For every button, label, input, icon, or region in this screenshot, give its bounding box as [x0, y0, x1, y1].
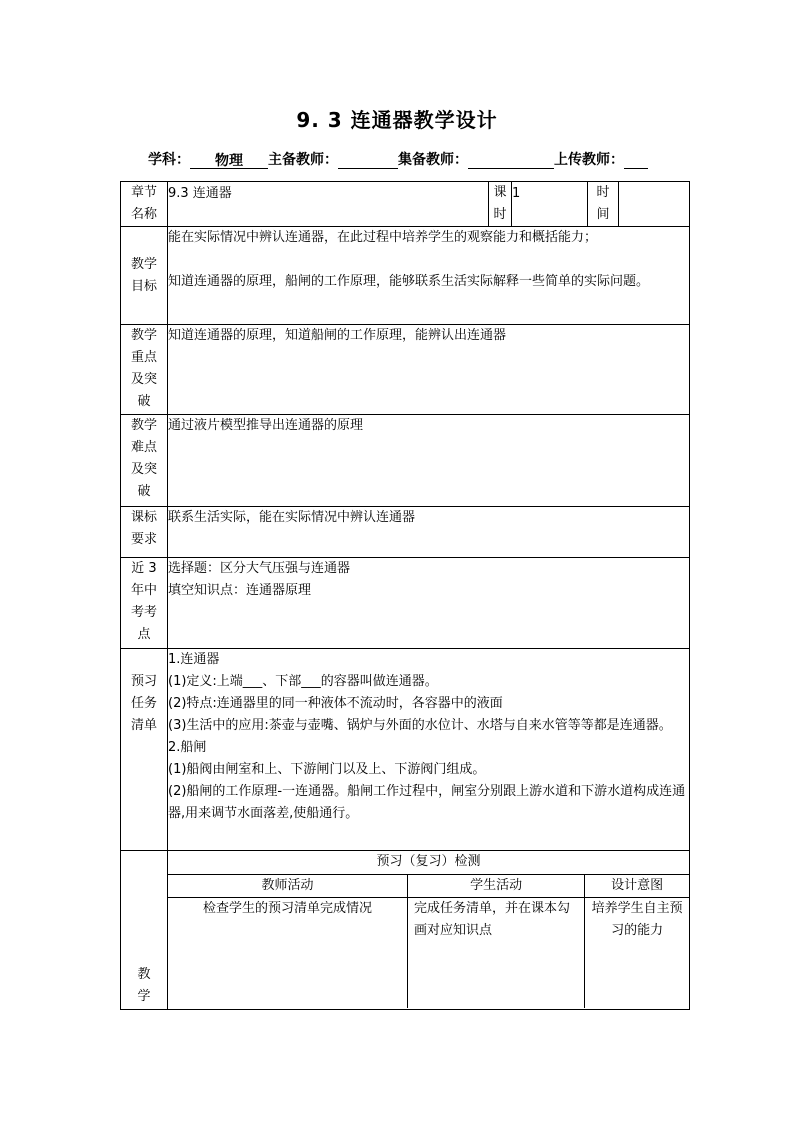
standard-label: 课标 要求 — [121, 507, 168, 558]
chapter-value: 9.3 连通器 — [168, 182, 489, 227]
group-teacher-blank — [468, 150, 554, 169]
page-title: 9. 3 连通器教学设计 — [296, 108, 498, 132]
exam-label: 近 3 年中 考考 点 — [121, 558, 168, 649]
table-row-process — [121, 851, 690, 1010]
process-section-title: 预习（复习）检测 — [168, 851, 689, 874]
table-row-goals — [121, 227, 690, 325]
lead-teacher-blank — [338, 150, 398, 169]
table-row-key — [121, 325, 690, 415]
process-label: 教 学 — [121, 851, 168, 1010]
table-row-chapter — [121, 182, 690, 227]
col-teacher-header: 教师活动 — [168, 874, 407, 897]
period-label: 课 时 — [489, 182, 512, 227]
table-row-difficulty — [121, 415, 690, 507]
teacher-activity: 检查学生的预习清单完成情况 — [168, 897, 407, 1008]
col-intent-header: 设计意图 — [585, 874, 689, 897]
preview-value: 1.连通器 (1)定义:上端___、下部___的容器叫做连通器。 (2)特点:连通器里的同一种液体不流动时，各容器中的液面 (3)生活中的应用:茶壶与壶嘴、锅炉与外面的水位计、水塔与自来水管等等都是连通器。 2.船闸 (1)船阀由闸室和上、下游闸门以及上、下游阀门组成。 (2)船闸的工作原理-一连通器。船闸工作过程中，闸室分别跟上游水道和下游水道构成连通器,用来调节水面落差,使船通行。 — [168, 649, 690, 851]
col-student-header: 学生活动 — [407, 874, 584, 897]
process-inner-table — [168, 851, 689, 1008]
key-label: 教学 重点 及突 破 — [121, 325, 168, 415]
difficulty-value: 通过液片模型推导出连通器的原理 — [168, 415, 690, 507]
preview-label: 预习 任务 清单 — [121, 649, 168, 851]
goals-label: 教学 目标 — [121, 227, 168, 325]
goals-value: 能在实际情况中辨认连通器，在此过程中培养学生的观察能力和概括能力； 知道连通器的原理，船闸的工作原理，能够联系生活实际解释一些简单的实际问题。 — [168, 227, 690, 325]
group-teacher-label: 集备教师： — [398, 152, 468, 168]
table-row-exam — [121, 558, 690, 649]
upload-teacher-label: 上传教师： — [554, 152, 624, 168]
lesson-plan-table — [120, 181, 690, 1010]
table-row-preview — [121, 649, 690, 851]
time-label: 时 间 — [588, 182, 619, 227]
student-activity: 完成任务清单，并在课本勾画对应知识点 — [407, 897, 584, 1008]
time-value — [619, 182, 690, 227]
period-value: 1 — [512, 182, 588, 227]
design-intent: 培养学生自主预习的能力 — [585, 897, 689, 1008]
table-row-standard — [121, 507, 690, 558]
subject-value: 物理 — [190, 150, 268, 169]
exam-value: 选择题：区分大气压强与连通器 填空知识点：连通器原理 — [168, 558, 690, 649]
standard-value: 联系生活实际，能在实际情况中辨认连通器 — [168, 507, 690, 558]
header-info-line — [148, 149, 708, 169]
subject-label: 学科： — [148, 152, 190, 168]
lead-teacher-label: 主备教师： — [268, 152, 338, 168]
difficulty-label: 教学 难点 及突 破 — [121, 415, 168, 507]
chapter-label: 章节 名称 — [121, 182, 168, 227]
key-value: 知道连通器的原理，知道船闸的工作原理，能辨认出连通器 — [168, 325, 690, 415]
upload-teacher-blank — [624, 150, 648, 169]
